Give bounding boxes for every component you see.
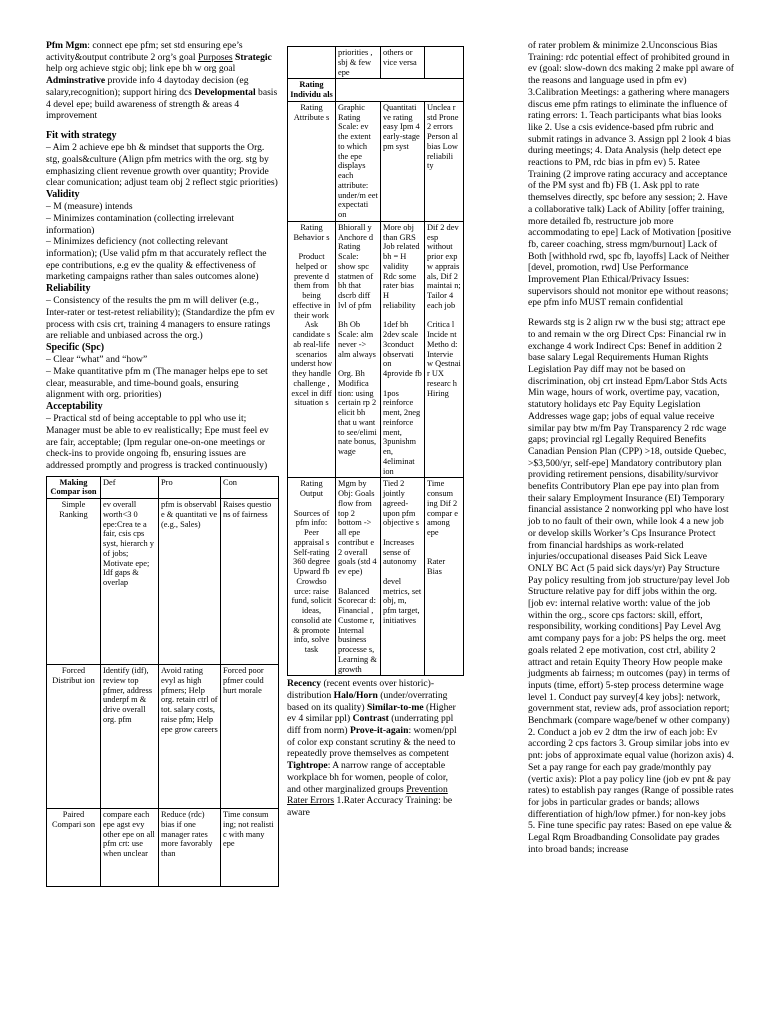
prevention-text: 1.Rater Accuracy Training: be aware: [287, 795, 453, 818]
table-header-cell: Def: [101, 476, 159, 499]
bias-prevention-paragraph: of rater problem & minimize 2.Unconscious Bias Training: rdc potential effect of prohibited ground in ev (goal: slow-down dcs making 2 make ppl aware of the reasons and language used in pfm ev) 3.Calibration Meetings: a gathering where managers discus eme pfm ratings to eliminate the influence of rating errors: 1. Teach participants what bias looks like 2. Use a csis evidence-based pfm rubric and submit ratings in advance 3. Assign ppl 2 look 4 bias during meetings; 4. Data Analysis (help detect epe reactions to PM, rdc bias in pfm ev) 5. Ratee Training (2 improve rating accuracy and acceptance of the PM syst and fb) FB (1. Ask ppl to rate themselves directly, spc before any session; 2. Have a collaborative talk) Lack of Ability [offer training, more detailed fb, restructure job more accommodating to epe] Lack of Motivation [positive fb, career coaching, stress mgm/burnout] Lack of Both [withhold rwd, spc fb, layoffs] Lack of Neither [devel, promotion, rwd] Use Performance Improvement Plan Ethical/Privacy Issues: supervisors should not monitor epe without reasons; epe pfm info MUST remain confidential: [528, 40, 734, 309]
table-cell: Reduce (rdc) bias if one manager rates more favorably than: [159, 809, 221, 887]
table-cell: ev overall worth<3 0 epe:Crea te a fair, csis cps syst, hierarch y of jobs; Motivate epe; Idf gaps & overlap: [101, 499, 159, 665]
table-cell: Graphic Rating Scale: ev the extent to which the epe displays each attribute: under/m eet expectati on: [336, 101, 381, 221]
table-cell: Mgm by Obj: Goals flow from top 2 bottom -> all epe contribut e 2 overall goals (std 4 ev epe) Balanced Scorecar d: Financial , Custome r, Internal business processe s, Learning & growth: [336, 478, 381, 676]
section-header-cell: Rating Individu als: [288, 79, 336, 102]
table-cell: Time consum ing Dif 2 compar e among epe Rater Bias: [425, 478, 464, 676]
table-row: [47, 665, 279, 809]
term-pfm-mgm: Pfm Mgm: [46, 40, 88, 51]
table-cell: Rating Behavior s Product helped or prevente d them from being effective in their work Ask candidate s ab real-life scenarios underst how they handle challenge , excel in diff situation s: [288, 221, 336, 478]
specific-heading: Specific (Spc): [46, 342, 105, 354]
table-cell: others or vice versa: [381, 47, 425, 79]
developmental-def: basis 4 devel epe; build awareness of strength & areas 4 improvement: [46, 86, 278, 122]
table-cell: Tied 2 jointly agreed-upon pfm objective s Increases sense of autonomy devel metrics, set obj, m, pfm target, initiatives: [381, 478, 425, 676]
pfm-mgm-def: : connect epe pfm; set std ensuring epe’s activity&output contribute 2 org’s goal: [46, 40, 243, 63]
term-halo-horn: Halo/Horn: [333, 689, 378, 701]
table-cell: compare each epe agst evy other epe on all pfm crt: use when unclear: [101, 809, 159, 887]
table-cell: Simple Ranking: [47, 499, 101, 665]
similar-to-me-def: (Higher ev 4 similar ppl): [287, 701, 456, 725]
acceptability-text: – Practical std of being acceptable to ppl who use it; Manager must be able to ev realistically; Epe must feel ev are fair, acceptable; (Ipm regular one-on-one meetings or check-ins to provide ongoing fb, ensuring issues are addressed promptly and progress is tracked continuously): [46, 413, 269, 472]
table-cell: Unclea r std Prone 2 errors Person al bias Low reliabili ty: [425, 101, 464, 221]
validity-text: – M (measure) intends – Minimizes contamination (collecting irrelevant information) – Minimizes deficiency (not collecting relevant information); (Use valid pfm m that accurately reflect the epe contributions, e.g ev the quality & effectiveness of marketing campaigns rather than sales outcomes alone): [46, 201, 267, 283]
table-header-row: [47, 476, 279, 499]
term-similar-to-me: Similar-to-me: [366, 701, 424, 713]
reliability-text: – Consistency of the results the pm m will deliver (e.g., Inter-rater or test-retest reliability); (Standardize the pfm ev process with csis crt, training 4 managers to ensure ratings are reliable and unbiased across the org.): [46, 295, 275, 342]
pfm-mgm-intro: [46, 40, 278, 122]
right-column: [528, 40, 734, 864]
table-cell: [425, 47, 464, 79]
purposes-heading: Purposes: [197, 51, 233, 63]
table-cell: [336, 79, 464, 102]
table-cell: Dif 2 dev esp without prior exp w apprais als, Dif 2 maintai n; Tailor 4 each job Critica l Incide nt Metho d: Intervie w Qestnai r UX researc h Hiring: [425, 221, 464, 478]
term-prove-it-again: Prove-it-again: [349, 725, 409, 737]
acceptability-heading: Acceptability: [46, 401, 103, 413]
table-cell: Quantitati ve rating easy Ipm 4 early-stage pm syst: [381, 101, 425, 221]
table-cell: Rating Attribute s: [288, 101, 336, 221]
term-administrative: Adminstrative: [46, 75, 106, 87]
term-developmental: Developmental: [194, 86, 256, 98]
halo-horn-def: (under/overrating based on its quality): [287, 689, 448, 713]
middle-column: [287, 46, 463, 819]
administrative-def: provide info 4 daytoday decision (eg salary,recognition); support hiring dcs: [46, 75, 249, 98]
table-cell: More obj than GRS Job related bh = H validity Rdc some rater bias H reliability 1def bh 2dev scale 3conduct observati on 4provide fb 1pos reinforce ment, 2neg reinforce ment, 3punishm en, 4eliminat ion: [381, 221, 425, 478]
rewards-paragraph: Rewards stg is 2 align rw w the busi stg; attract epe to and remain w the org Direct Cps: Financial rw in exchange 4 work Indirect Cps: Benef in addition 2 base salary Legal Requirements Human Rights Legislation Pay diff may not be based on discrimination, obj crt instead Epm/Labor Stds Acts Min wage, hours of work, overtime pay, vacation, statutory holidays etc Pay Equity Legislation Addresses wage gap; jobs of equal value receive similar pay btw m/fm Pay Transparency 2 rdc wage gaps; provincial rgl Legally Required Benefits Canadian Pension Plan (CPP) >18, outside Quebec, >$3,500/yr, self-epe] Mandatory contributory plan providing retirement pensions, disability/survivor benefits Contributory Plan epe pay into plan from their salary Employment Insurance (EI) Temporary financial assistance 2 nonworking ppl who have lost job to no fault of their own, while look 4 a new job or develop skills Worker’s Cps Insurance Protect from financial hardships as work-related injuries/occupational diseases Paid Sick Leave ONLY BC Act (5 paid sick days/yr) Pay Structure Pay policy resulting from job structure/pay level Job Structure relative pay for diff jobs within the org. [job ev: internal relative worth: value of the job within the org., score cps factors: skill, effort, responsibility, working conditions] Pay Level Avg amt company pays for a job: PS helps the org. meet goals related 2 epe motivation, cost ctrl, ability 2 attract and retain Equity Theory How people make judgments ab fairness; m outcomes (pay) in terms of inputs (time, effort) 5-step process determine wage level 1. Conduct pay survey[4 key jobs]: network, government stat, review ads, prof association report; Benchmark (compare wage/benef w other company) 2. Conduct a job ev 2 dtm the irw of each job: Ev according 2 cps factors 3. Group similar jobs into ev pnt: jobs of approximate equal value (horizon axis) 4. Set a pay range for each pay grade/monthly pay (vertic axis): Plot a pay policy line (job ev pnt & pay rates) to establish pay ranges (Range of possible rates for jobs in particular grades or bands; allows differentiation of high/low pfmer.) for non-key jobs 5. Fine tune specific pay rates: Based on epe value & Legal Rqm Broadbanding Consolidate pay grades into broad bands; increase: [528, 317, 734, 855]
contrast-def: (underrating ppl diff from norm): [287, 713, 454, 737]
table-header-cell: Con: [221, 476, 279, 499]
table-cell: Rating Output Sources of pfm info: Peer appraisal s Self-rating 360 degree Upward fb Crowdso urce: raise fund, solicit ideas, consolid ate & promote info, solve task: [288, 478, 336, 676]
recency-def: (recent events over historic)-distribution: [287, 678, 435, 701]
table-cell: [288, 47, 336, 79]
table-cell: Bhiorall y Anchore d Rating Scale: show spc statmen of bh that dscrb diff lvl of pfm Bh Ob Scale: alm never -> alm always Org. Bh Modifica tion: using certain rp 2 elicit bh that u want to see/elimi nate bonus, wage: [336, 221, 381, 478]
table-cell: Forced poor pfmer could hurt morale: [221, 665, 279, 809]
table-cell: priorities , sbj & few epe: [336, 47, 381, 79]
term-contrast: Contrast: [352, 713, 389, 725]
tightrope-def: : A narrow range of acceptable workplace bh for women, people of color, and other marginalized groups: [287, 760, 449, 795]
specific-text: – Clear “what” and “how” – Make quantitative pfm m (The manager helps epe to set clear, measurable, and time-bound goals, ensuring alignment with org. priorities): [46, 354, 268, 401]
table-cell: Paired Compari son: [47, 809, 101, 887]
table-cell: Time consum ing; not realisti c with many epe: [221, 809, 279, 887]
table-row: [47, 499, 279, 665]
fit-text: – Aim 2 achieve epe bh & mindset that supports the Org. stg, goals&culture (Align pfm metrics with the org. stg by emphasizing client revenue growth over quantity; Provide clear comunication; adjust team obj 2 reflect stgic priorities): [46, 142, 278, 189]
validity-heading: Validity: [46, 188, 80, 200]
comparison-table: [46, 476, 279, 888]
table-cell: Raises questio ns of fairness: [221, 499, 279, 665]
table-row: [288, 47, 464, 79]
left-column: [46, 40, 278, 887]
table-row: [288, 101, 464, 221]
table-cell: pfm is observabl e & quantitati ve (e.g., Sales): [159, 499, 221, 665]
table-header-cell: Pro: [159, 476, 221, 499]
prove-it-again-def: : women/ppl of color exp constant scrutiny & the need to repeatedly prove themselves as competent: [287, 725, 457, 760]
term-recency: Recency: [287, 678, 322, 690]
rater-errors-text: [287, 678, 463, 818]
table-row: [288, 221, 464, 478]
rating-table: [287, 46, 464, 676]
table-cell: Identify (idf), review top pfmer, address underpf m & drive overall org. pfm: [101, 665, 159, 809]
table-section-row: [288, 79, 464, 102]
table-row: [288, 478, 464, 676]
table-header-cell: Making Compar ison: [47, 476, 101, 499]
table-row: [47, 809, 279, 887]
table-cell: Avoid rating evyl as high pfmers; Help org. retain ctrl of tot. salary costs, raise pfm; Help epe grow careers: [159, 665, 221, 809]
term-tightrope: Tightrope: [287, 760, 328, 772]
term-strategic: Strategic: [235, 51, 272, 63]
prevention-heading: Prevention Rater Errors: [287, 783, 448, 807]
table-cell: Forced Distribut ion: [47, 665, 101, 809]
strategic-def: help org achieve stgic obj; link epe bh w org goal: [46, 63, 236, 75]
fit-heading: Fit with strategy: [46, 129, 117, 141]
reliability-heading: Reliability: [46, 283, 91, 295]
